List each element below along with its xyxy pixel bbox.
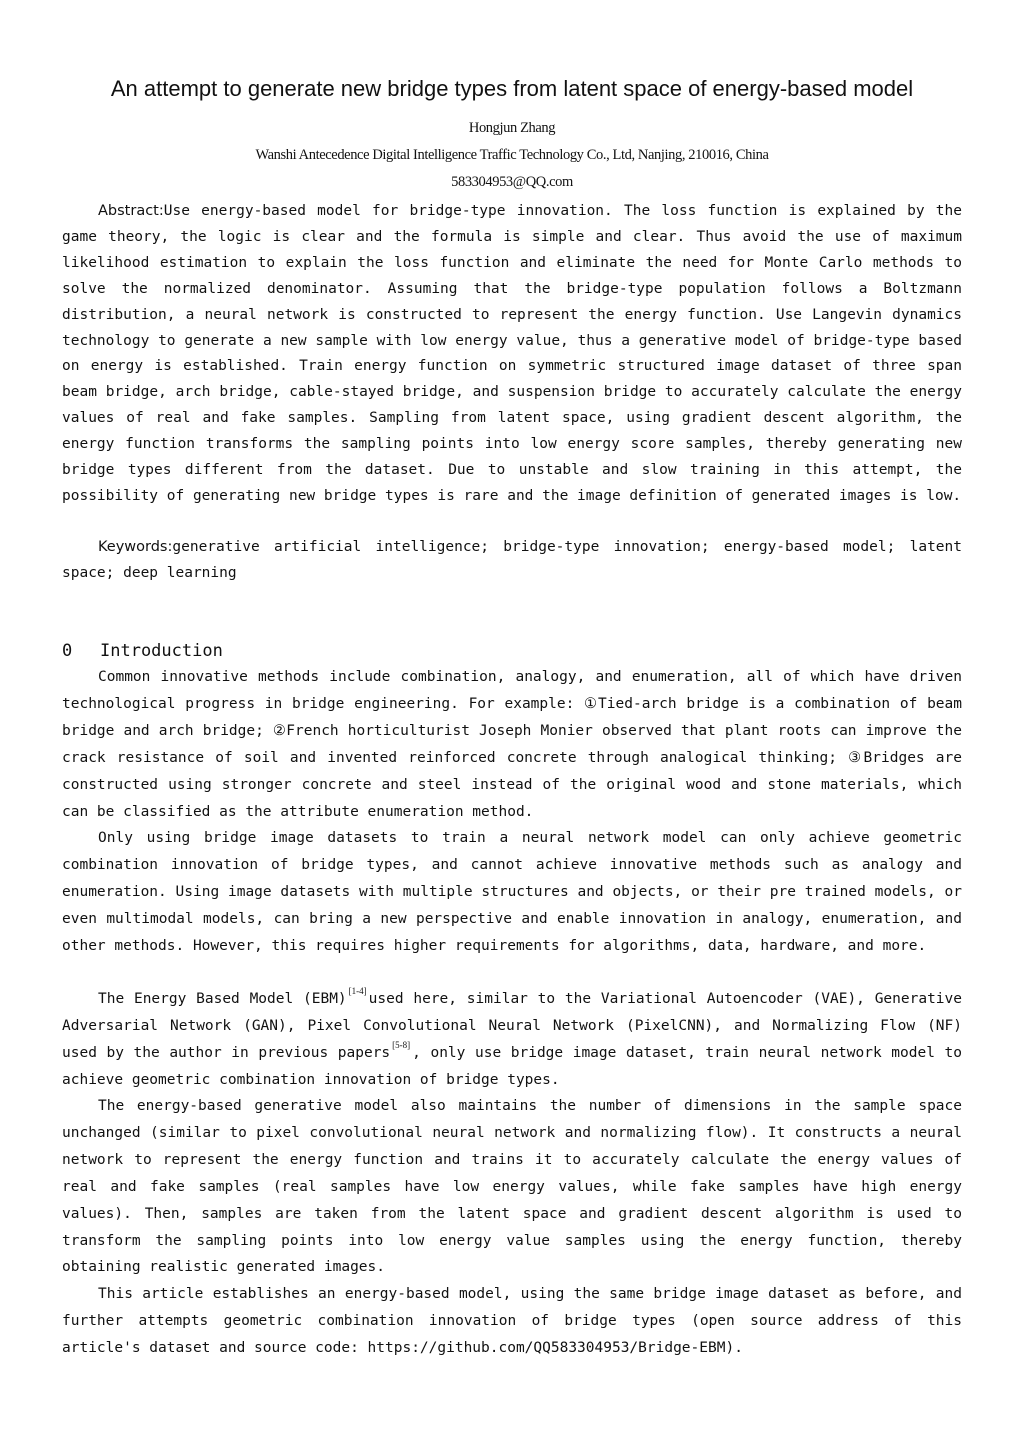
intro-paragraph-2: Only using bridge image datasets to train a neural network model can only achieve geometric combination innovation of bridge types, and cannot achieve innovative methods such as analogy and enumeration. Using image datasets with multiple structures and objects, or their pre trained models, or even multimodal models, can bring a new perspective and enable innovation in analogy, enumeration, and other methods. However, this requires higher requirements for algorithms, data, hardware, and more. <box>62 830 962 954</box>
paragraph-3-text-c: , only use bridge image dataset, train neural network model to achieve geometric combination innovation of bridge types. <box>62 1044 962 1088</box>
paragraph-3-text-a: The Energy Based Model (EBM) <box>98 991 347 1007</box>
paper-title: An attempt to generate new bridge types from latent space of energy-based model <box>110 76 914 101</box>
paragraph-3-text-b: used here, similar to the Variational Autoencoder (VAE), Generative Adversarial Network (GAN), Pixel Convolutional Neural Network (PixelCNN), and Normalizing Flow (NF) used by the author in previous papers <box>62 991 962 1061</box>
citation-1-4[interactable]: [1-4] <box>348 986 367 996</box>
author-name: Hongjun Zhang <box>468 120 556 136</box>
intro-paragraph-3 <box>62 986 962 1094</box>
keywords-text: generative artificial intelligence; bridge-type innovation; energy-based model; latent space; deep learning <box>62 539 962 581</box>
citation-5-8[interactable]: [5-8] <box>392 1039 411 1050</box>
abstract-label: Abstract: <box>98 203 164 219</box>
abstract-text: Use energy-based model for bridge-type innovation. The loss function is explained by the game theory, the logic is clear and the formula is simple and clear. Thus avoid the use of maximum likelihood estimation to explain the loss function and eliminate the need for Monte Carlo methods to solve the normalized denominator. Assuming that the bridge-type population follows a Boltzmann distribution, a neural network is constructed to represent the energy function. Use Langevin dynamics technology to generate a new sample with low energy value, thus a generative model of bridge-type based on energy is established. Train energy function on symmetric structured image dataset of three span beam bridge, arch bridge, cable-stayed bridge, and suspension bridge to accurately calculate the energy values of real and fake samples. Sampling from latent space, using gradient descent algorithm, the energy function transforms the sampling points into low energy score samples, thereby generating new bridge types different from the dataset. Due to unstable and slow training in this attempt, the possibility of generating new bridge types is rare and the image definition of generated images is low. <box>62 203 962 504</box>
intro-paragraph-5: This article establishes an energy-based model, using the same bridge image dataset as before, and further attempts geometric combination innovation of bridge types (open source address of this article's dataset and source code: https://github.com/QQ583304953/Bridge-EBM). <box>62 1286 962 1356</box>
section-heading-introduction <box>62 638 223 664</box>
keywords-label: Keywords: <box>98 539 173 555</box>
section-title: Introduction <box>100 641 223 661</box>
author-email: 583304953@QQ.com <box>451 174 573 190</box>
author-affiliation: Wanshi Antecedence Digital Intelligence Traffic Technology Co., Ltd, Nanjing, 210016, China <box>255 147 769 163</box>
intro-paragraph-4: The energy-based generative model also maintains the number of dimensions in the sample space unchanged (similar to pixel convolutional neural network and normalizing flow). It constructs a neural network to represent the energy function and trains it to accurately calculate the energy values of real and fake samples (real samples have low energy values, while fake samples have high energy values). Then, samples are taken from the latent space and gradient descent algorithm is used to transform the sampling points into low energy value samples using the energy function, thereby obtaining realistic generated images. <box>62 1098 962 1276</box>
section-number: 0 <box>62 641 73 661</box>
keywords <box>62 534 962 586</box>
abstract <box>62 199 962 510</box>
intro-paragraph-1: Common innovative methods include combination, analogy, and enumeration, all of which have driven technological progress in bridge engineering. For example: ①Tied-arch bridge is a combination of beam bridge and arch bridge; ②French horticulturist Joseph Monier observed that plant roots can improve the crack resistance of soil and invented reinforced concrete through analogical thinking; ③Bridges are constructed using stronger concrete and steel instead of the original wood and stone materials, which can be classified as the attribute enumeration method. <box>62 669 962 820</box>
